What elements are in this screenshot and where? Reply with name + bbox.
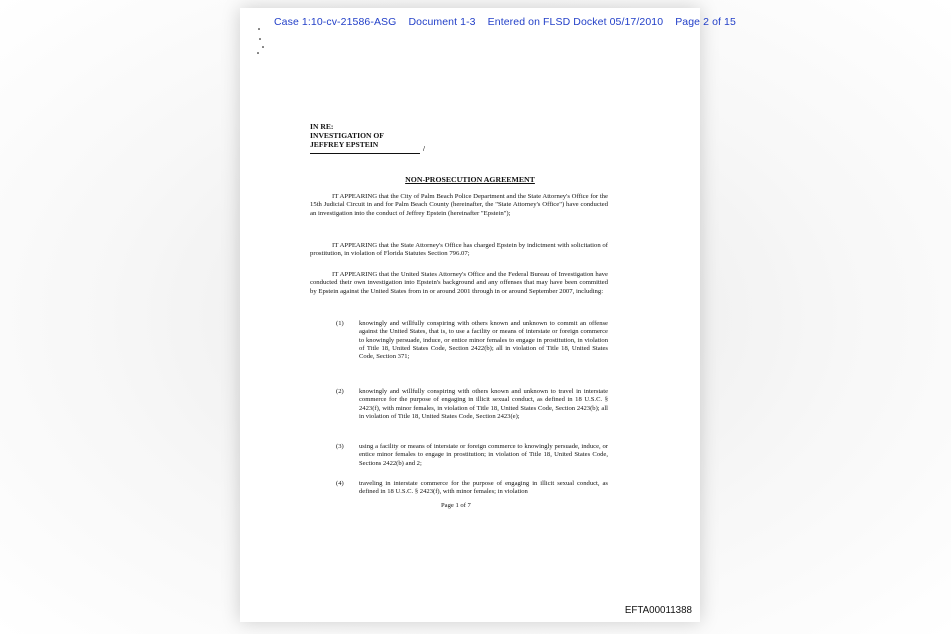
caption-line-1: IN RE: — [310, 122, 334, 131]
case-caption — [310, 123, 610, 154]
paragraph-2: IT APPEARING that the State Attorney's Office has charged Epstein by indictment with solicitation of prostitution, in violation of Florida Statutes Section 796.07; — [310, 242, 608, 258]
caption-line-2: INVESTIGATION OF — [310, 130, 384, 140]
scan-specks — [256, 26, 276, 56]
document-body — [310, 122, 610, 496]
document-title: NON-PROSECUTION AGREEMENT — [405, 175, 535, 184]
paragraph-1: IT APPEARING that the City of Palm Beach Police Department and the State Attorney's Office for the 15th Judicial Circuit in and for Palm Beach County (hereinafter, the "State Attorney's Office") have conducted an investigation into the conduct of Jeffrey Epstein (hereinafter "Epstein"); — [310, 193, 608, 217]
paragraph-3: IT APPEARING that the United States Attorney's Office and the Federal Bureau of Investigation have conducted their own investigation into Epstein's background and any offenses that may have been committed by Epstein against the United States from in or around 2001 through in or around September 2007, including: — [310, 271, 608, 295]
item-text: traveling in interstate commerce for the purpose of engaging in illicit sexual conduct, as defined in 18 U.S.C. § 2423(f), with minor females; in violation — [359, 480, 608, 496]
docket-stamp — [274, 16, 745, 28]
item-text: using a facility or means of interstate or foreign commerce to knowingly persuade, induce, or entice minor females to engage in prostitution; in violation of Title 18, United States Code, Sections 2422(b) and 2; — [359, 443, 608, 467]
bates-number: EFTA00011388 — [624, 605, 692, 616]
case-number: Case 1:10-cv-21586-ASG — [274, 16, 397, 28]
item-number: (3) — [336, 443, 344, 450]
docket-entry: Entered on FLSD Docket 05/17/2010 — [487, 16, 664, 28]
stamp-page: Page 2 of 15 — [675, 16, 736, 28]
item-number: (1) — [336, 320, 344, 327]
caption-line-3: JEFFREY EPSTEIN — [310, 139, 379, 149]
page-number: Page 1 of 7 — [441, 502, 471, 509]
caption-rule — [310, 149, 420, 154]
item-text: knowingly and willfully conspiring with others known and unknown to commit an offense against the United States, that is, to use a facility or means of interstate or foreign commerce to knowingly persuade, induce, or entice minor females to engage in prostitution, in violation of Title 18, United States Code, Section 2422(b); all in violation of Title 18, United States Code, Section 371; — [359, 320, 608, 361]
document-page — [240, 8, 736, 622]
item-number: (2) — [336, 388, 344, 395]
item-text: knowingly and willfully conspiring with others known and unknown to travel in interstate commerce for the purpose of engaging in illicit sexual conduct, as defined in 18 U.S.C. § 2423(f), with minor females, in violation of Title 18, United States Code, Section 2423(b); all in violation of Title 18, United States Code, Section 2423(e); — [359, 388, 608, 420]
document-number: Document 1-3 — [408, 16, 476, 28]
item-number: (4) — [336, 480, 344, 487]
